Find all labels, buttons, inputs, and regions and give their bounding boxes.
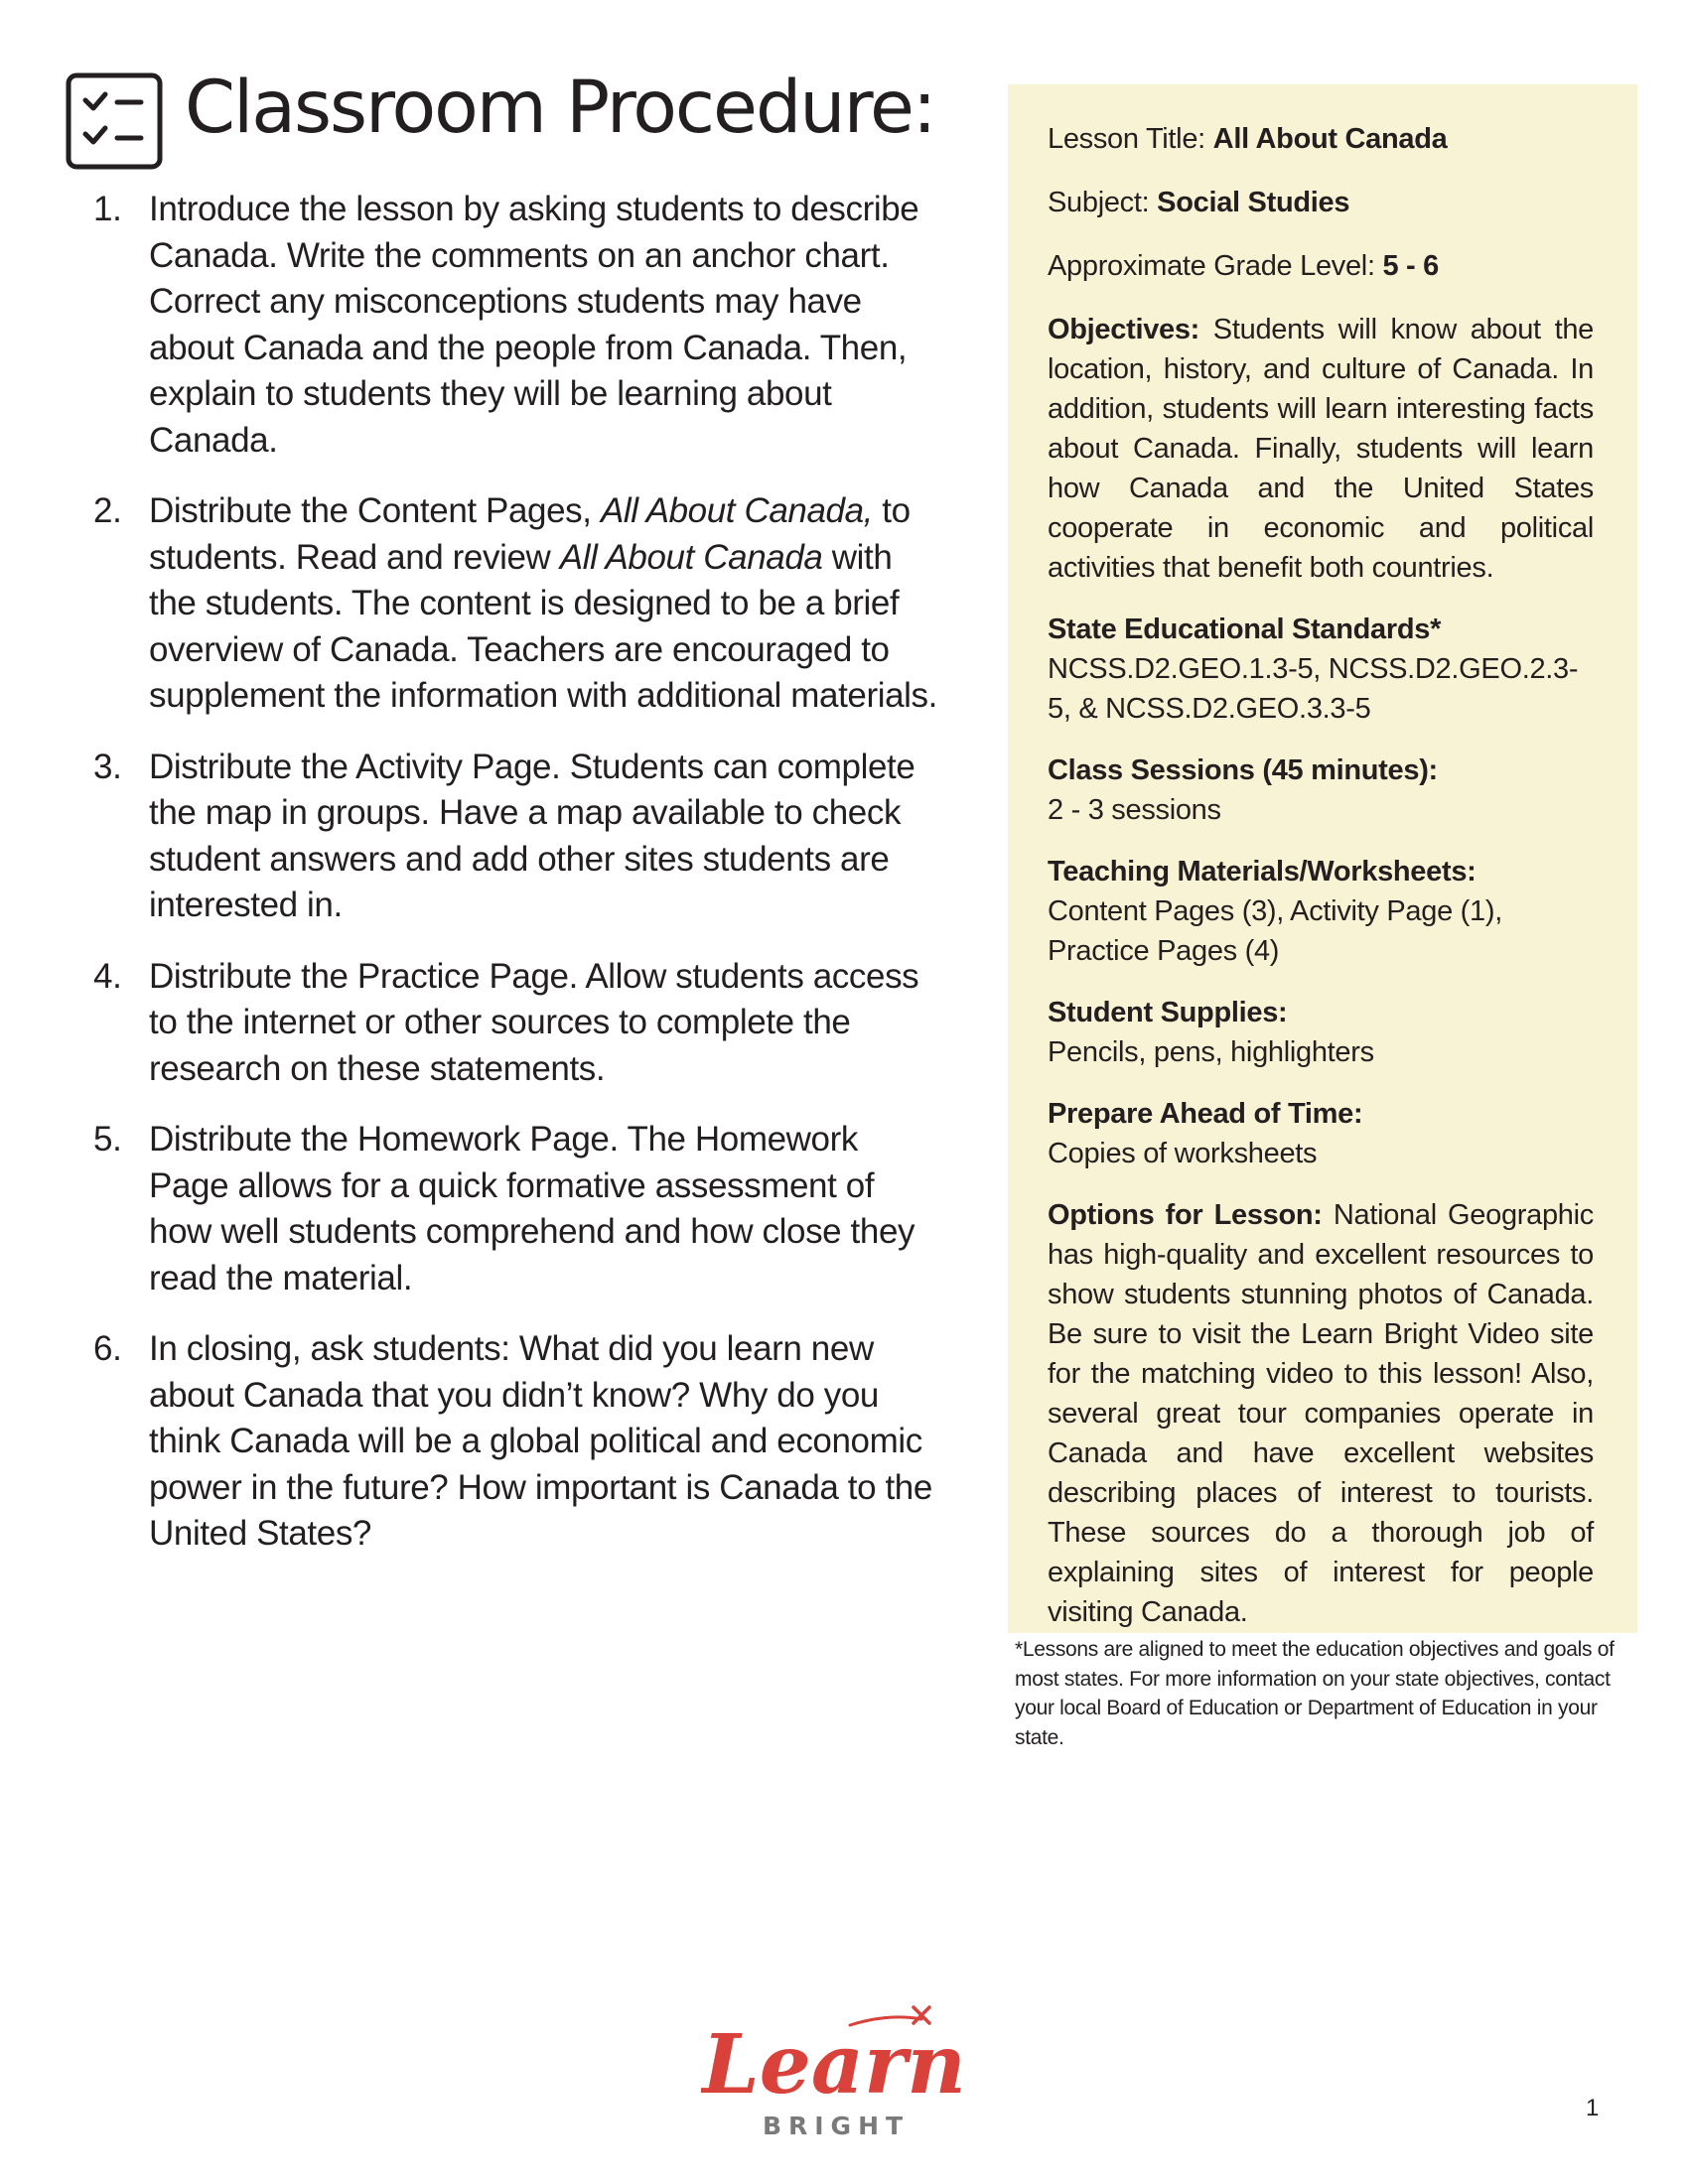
sessions-label: Class Sessions (45 minutes): xyxy=(1048,754,1438,786)
procedure-step xyxy=(93,954,937,1093)
supplies-section xyxy=(1048,993,1594,1072)
step-number: 6 . xyxy=(93,1326,121,1373)
options-label: Options for Lesson: xyxy=(1048,1199,1323,1231)
step-text: Distribute the Practice Page. Allow students access to the internet or other sources to complete the research on these statements. xyxy=(149,956,919,1088)
lesson-title-value: All About Canada xyxy=(1212,123,1448,155)
standards-footnote: *Lessons are aligned to meet the education objectives and goals of most states. For more information on your state objectives, contact your local Board of Education or Department of Education in your state. xyxy=(1015,1638,1615,1749)
step-text: Distribute the Activity Page. Students can complete the map in groups. Have a map available to check student answers and add other sites students are interested in. xyxy=(149,747,915,924)
lesson-info-panel xyxy=(1008,84,1637,1633)
objectives-label: Objectives: xyxy=(1048,314,1200,345)
procedure-step xyxy=(93,187,937,464)
procedure-step xyxy=(93,1326,937,1558)
prepare-text: Copies of worksheets xyxy=(1048,1138,1318,1169)
standards-text: NCSS.D2.GEO.1.3-5, NCSS.D2.GEO.2.3-5, & NCSS.D2.GEO.3.3-5 xyxy=(1048,653,1579,725)
procedure-step xyxy=(93,745,937,929)
step-number: 1 . xyxy=(93,187,121,233)
standards-label: State Educational Standards* xyxy=(1048,614,1442,645)
step-number: 2 . xyxy=(93,488,121,535)
step-text: In closing, ask students: What did you learn new about Canada that you didn’t know? Why do you think Canada will be a global political and economic power in the future? How important is Canada to the United States? xyxy=(149,1329,932,1553)
materials-label: Teaching Materials/Worksheets: xyxy=(1048,856,1477,887)
objectives-text: Students will know about the location, history, and culture of Canada. In addition, students will learn interesting facts about Canada. Finally, students will learn how Canada and the United States cooperate in economic and political activities that benefit both countries. xyxy=(1048,314,1594,584)
materials-text: Content Pages (3), Activity Page (1), Practice Pages (4) xyxy=(1048,895,1502,967)
step-text: Distribute the Homework Page. The Homework Page allows for a quick formative assessment of how well students comprehend and how close they read the material. xyxy=(149,1120,915,1297)
resource-title: All About Canada xyxy=(559,537,823,577)
subject-line: Subject: Social Studies xyxy=(1048,187,1350,218)
grade-level-line: Approximate Grade Level: 5 - 6 xyxy=(1048,250,1439,282)
learn-bright-logo xyxy=(701,2003,969,2142)
options-text: National Geographic has high-quality and excellent resources to show students stunning photos of Canada. Be sure to visit the Learn Bright Video site for the matching video to this lesson! Also, several great tour companies operate in Canada and have excellent websites describing places of interest to tourists. These sources do a thorough job of explaining sites of interest for people visiting Canada. xyxy=(1048,1199,1594,1628)
subject-value: Social Studies xyxy=(1157,187,1350,218)
options-section xyxy=(1048,1195,1594,1632)
sessions-text: 2 - 3 sessions xyxy=(1048,794,1221,826)
grade-level-value: 5 - 6 xyxy=(1382,250,1439,282)
page-title: Classroom Procedure: xyxy=(185,66,935,150)
procedure-step xyxy=(93,488,937,720)
supplies-text: Pencils, pens, highlighters xyxy=(1048,1036,1374,1068)
materials-section xyxy=(1048,852,1594,971)
standards-section xyxy=(1048,610,1594,729)
step-number: 5 . xyxy=(93,1117,121,1163)
prepare-label: Prepare Ahead of Time: xyxy=(1048,1098,1363,1130)
resource-title: All About Canada, xyxy=(600,491,873,530)
prepare-section xyxy=(1048,1094,1594,1173)
objectives-section xyxy=(1048,310,1594,588)
step-number: 3 . xyxy=(93,745,121,791)
supplies-label: Student Supplies: xyxy=(1048,997,1288,1028)
procedure-list xyxy=(93,187,937,1582)
step-text: Distribute the Content Pages, All About Canada, to students. Read and review All About Canada with the students. The content is designed to be a brief overview of Canada. Teachers are encouraged to supplement the information with additional materials. xyxy=(149,491,937,715)
page-number: 1 xyxy=(1586,2095,1600,2121)
procedure-step xyxy=(93,1117,937,1301)
lesson-title-line: Lesson Title: All About Canada xyxy=(1048,123,1448,155)
step-number: 4 . xyxy=(93,954,121,1001)
logo-word: Learn xyxy=(702,2017,966,2113)
step-text: Introduce the lesson by asking students to describe Canada. Write the comments on an anchor chart. Correct any misconceptions students may have about Canada and the people from Canada. Then, explain to students they will be learning about Canada. xyxy=(149,190,919,460)
sessions-section xyxy=(1048,751,1594,830)
logo-subword: BRIGHT xyxy=(762,2112,911,2140)
checklist-icon xyxy=(66,72,163,170)
